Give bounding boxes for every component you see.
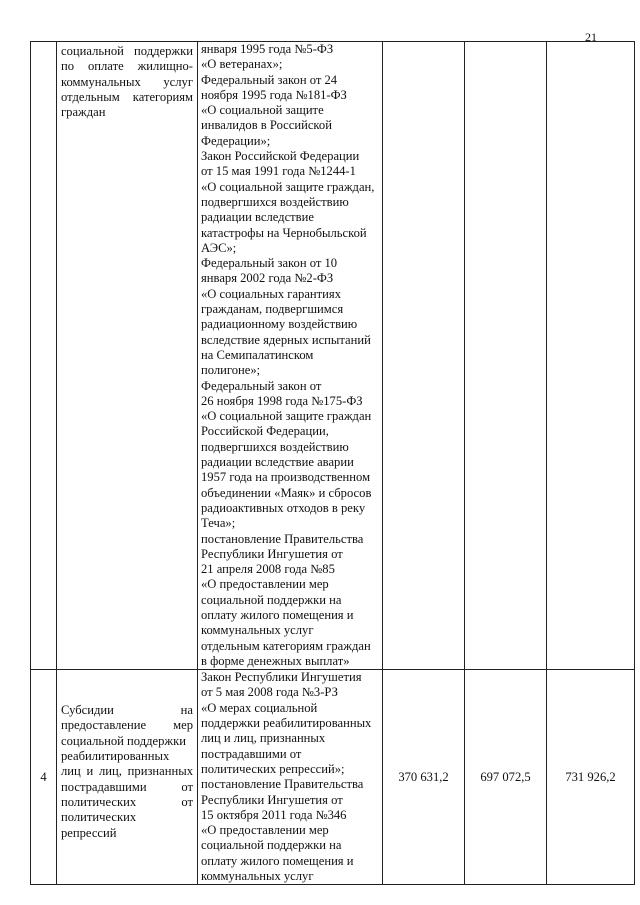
table-row: [31, 670, 635, 885]
page-number: 21: [585, 30, 597, 44]
measure-name-line: Субсидии на: [61, 703, 193, 718]
measure-name-line: пострадавшими от: [61, 779, 193, 794]
measure-name-line: политических: [61, 810, 137, 825]
measure-name-line: предоставление мер: [61, 718, 193, 733]
amount-cell-3: 731 926,2: [547, 670, 635, 885]
amount-cell-1: 370 631,2: [383, 670, 465, 885]
budget-table: [30, 41, 635, 885]
legal-basis-text: января 1995 года №5-ФЗ «О ветеранах»; Федеральный закон от 24 ноября 1995 года №181-ФЗ «О социальной защите инвалидов в Российской Федерации»; Закон Российской Федерации от 15 мая 1991 года №1244-1 «О социальной защите граждан, подвергшихся воздействию радиации вследствие катастрофы на Чернобыльской АЭС»; Федеральный закон от 10 января 2002 года №2-ФЗ «О социальных гарантиях гражданам, подвергшимся радиационному воздействию вследствие ядерных испытаний на Семипалатинском полигоне»; Федеральный закон от 26 ноября 1998 года №175-ФЗ «О социальной защите граждан Российской Федерации, подвергшихся воздействию радиации вследствие аварии 1957 года на производственном объединении «Маяк» и сбросов радиоактивных отходов в реку Теча»; постановление Правительства Республики Ингушетия от 21 апреля 2008 года №85 «О предоставлении мер социальной поддержки на оплату жилого помещения и коммунальных услуг отдельным категориям граждан в форме денежных выплат»: [201, 42, 375, 668]
measure-name-line: лиц и лиц, признанных: [61, 764, 193, 779]
measure-name-line: политических от: [61, 794, 193, 809]
amount-cell-1: [383, 42, 465, 670]
measure-name-line: коммунальных услуг: [61, 74, 193, 89]
amount-cell-2: [465, 42, 547, 670]
measure-name-line: репрессий: [61, 825, 117, 840]
measure-name-line: социальной поддержки: [61, 44, 193, 58]
measure-name-cell: [57, 42, 198, 670]
amount-cell-2: 697 072,5: [465, 670, 547, 885]
measure-name-line: социальной поддержки: [61, 733, 186, 748]
legal-basis-cell: [198, 670, 383, 885]
measure-name-cell: [57, 670, 198, 885]
measure-name-line: реабилитированных: [61, 749, 170, 764]
row-number-cell: [31, 42, 57, 670]
measure-name-line: отдельным категориям: [61, 89, 193, 104]
legal-basis-cell: [198, 42, 383, 670]
measure-name-line: граждан: [61, 105, 106, 120]
table-row: [31, 42, 635, 670]
amount-cell-3: [547, 42, 635, 670]
measure-name-line: по оплате жилищно-: [61, 59, 193, 74]
row-number-cell: 4: [31, 670, 57, 885]
legal-basis-text: Закон Республики Ингушетия от 5 мая 2008 года №3-РЗ «О мерах социальной поддержки реабилитированных лиц и лиц, признанных пострадавшими от политических репрессий»; постановление Правительства Республики Ингушетия от 15 октября 2011 года №346 «О предоставлении мер социальной поддержки на оплату жилого помещения и коммунальных услуг: [201, 670, 372, 884]
